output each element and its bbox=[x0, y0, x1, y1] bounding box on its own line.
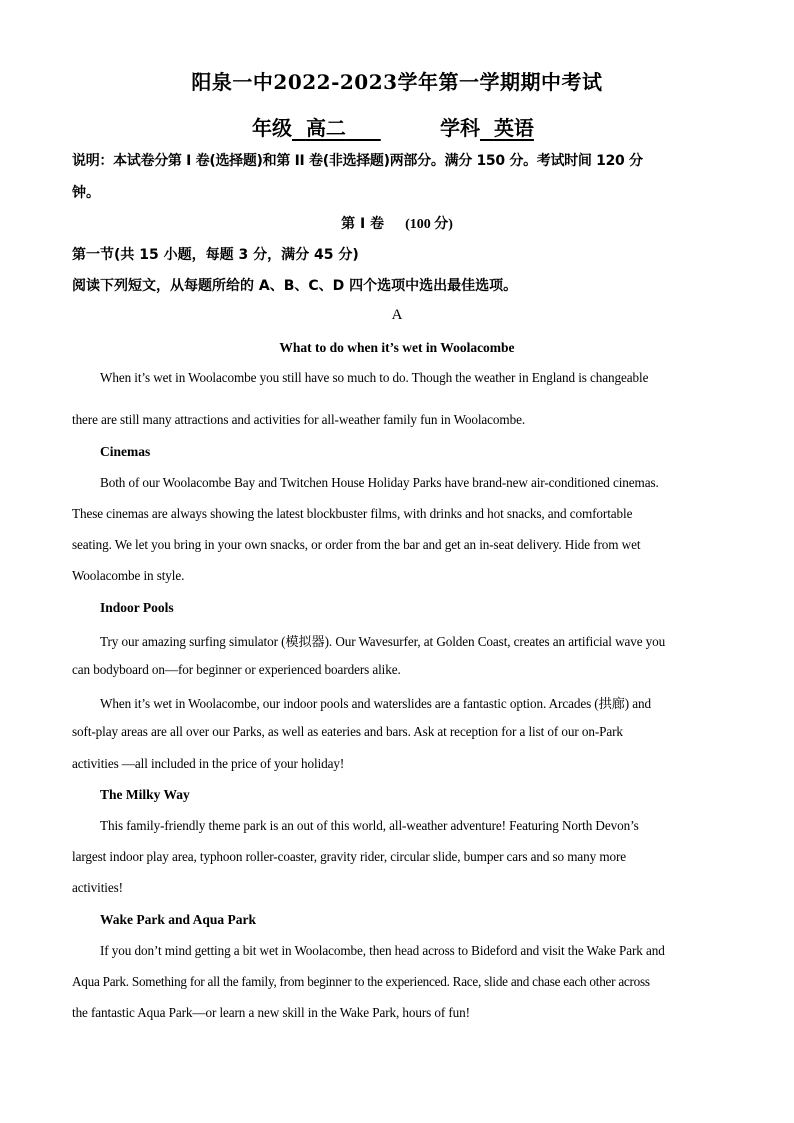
paragraph-line: soft-play areas are all over our Parks, as well as eateries and bars. Ask at reception for a list of our on-Park bbox=[72, 724, 623, 739]
paragraph-line: This family-friendly theme park is an out of this world, all-weather adventure! Featuring North Devon’s bbox=[100, 818, 639, 833]
intro-line: When it’s wet in Woolacombe you still have so much to do. Though the weather in England is changeable bbox=[100, 370, 649, 385]
paragraph-line: Try our amazing surfing simulator (模拟器). Our Wavesurfer, at Golden Coast, creates an artificial wave you bbox=[100, 634, 666, 649]
paragraph-line: activities —all included in the price of your holiday! bbox=[72, 756, 345, 771]
paragraph-line: If you don’t mind getting a bit wet in Woolacombe, then head across to Bideford and visit the Wake Park and bbox=[100, 943, 665, 958]
section-heading-cinemas: Cinemas bbox=[100, 444, 151, 459]
grade-value: 高二 bbox=[305, 116, 346, 140]
section-heading-milky-way: The Milky Way bbox=[100, 787, 190, 802]
paragraph-line: Both of our Woolacombe Bay and Twitchen House Holiday Parks have brand-new air-conditioned cinemas. bbox=[100, 475, 659, 490]
intro-line: there are still many attractions and activities for all-weather family fun in Woolacombe. bbox=[72, 412, 526, 427]
exam-title: 阳泉一中2022-2023学年第一学期期中考试 bbox=[191, 70, 603, 94]
passage-title: What to do when it’s wet in Woolacombe bbox=[279, 340, 515, 355]
paragraph-line: can bodyboard on—for beginner or experienced boarders alike. bbox=[72, 662, 401, 677]
paragraph-line: These cinemas are always showing the latest blockbuster films, with drinks and hot snacks, and comfortable bbox=[72, 506, 633, 521]
paragraph-line: seating. We let you bring in your own snacks, or order from the bar and get an in-seat delivery. Hide from wet bbox=[72, 537, 641, 552]
paragraph-line: largest indoor play area, typhoon roller-coaster, gravity rider, circular slide, bumper cars and so many more bbox=[72, 849, 627, 864]
paragraph-line: activities! bbox=[72, 880, 123, 895]
paragraph-line: Aqua Park. Something for all the family, from beginner to the experienced. Race, slide and chase each other across bbox=[72, 974, 650, 989]
subject-value: 英语 bbox=[493, 116, 534, 140]
grade-field bbox=[252, 112, 381, 141]
subject-field bbox=[440, 112, 534, 141]
instructions-line-1: 说明：本试卷分第 I 卷(选择题)和第 II 卷(非选择题)两部分。满分 150 分。考试时间 120 分 bbox=[72, 153, 643, 169]
part-one-score: (100 分) bbox=[405, 217, 453, 232]
section-one-direction: 阅读下列短文，从每题所给的 A、B、C、D 四个选项中选出最佳选项。 bbox=[72, 278, 518, 294]
section-heading-indoor-pools: Indoor Pools bbox=[100, 600, 174, 615]
part-one-label: 第 I 卷 bbox=[341, 216, 385, 232]
part-one-heading bbox=[0, 213, 794, 233]
passage-letter: A bbox=[391, 307, 403, 323]
paragraph-line: Woolacombe in style. bbox=[72, 568, 185, 583]
grade-label: 年级 bbox=[252, 116, 292, 140]
section-heading-wake-park: Wake Park and Aqua Park bbox=[100, 912, 257, 927]
paragraph-line: the fantastic Aqua Park—or learn a new skill in the Wake Park, hours of fun! bbox=[72, 1005, 470, 1020]
section-one-title: 第一节(共 15 小题，每题 3 分，满分 45 分) bbox=[72, 247, 359, 263]
subject-label: 学科 bbox=[440, 116, 480, 140]
instructions-line-2: 钟。 bbox=[72, 185, 100, 201]
paragraph-line: When it’s wet in Woolacombe, our indoor pools and waterslides are a fantastic option. Arcades (拱廊) and bbox=[100, 696, 652, 711]
